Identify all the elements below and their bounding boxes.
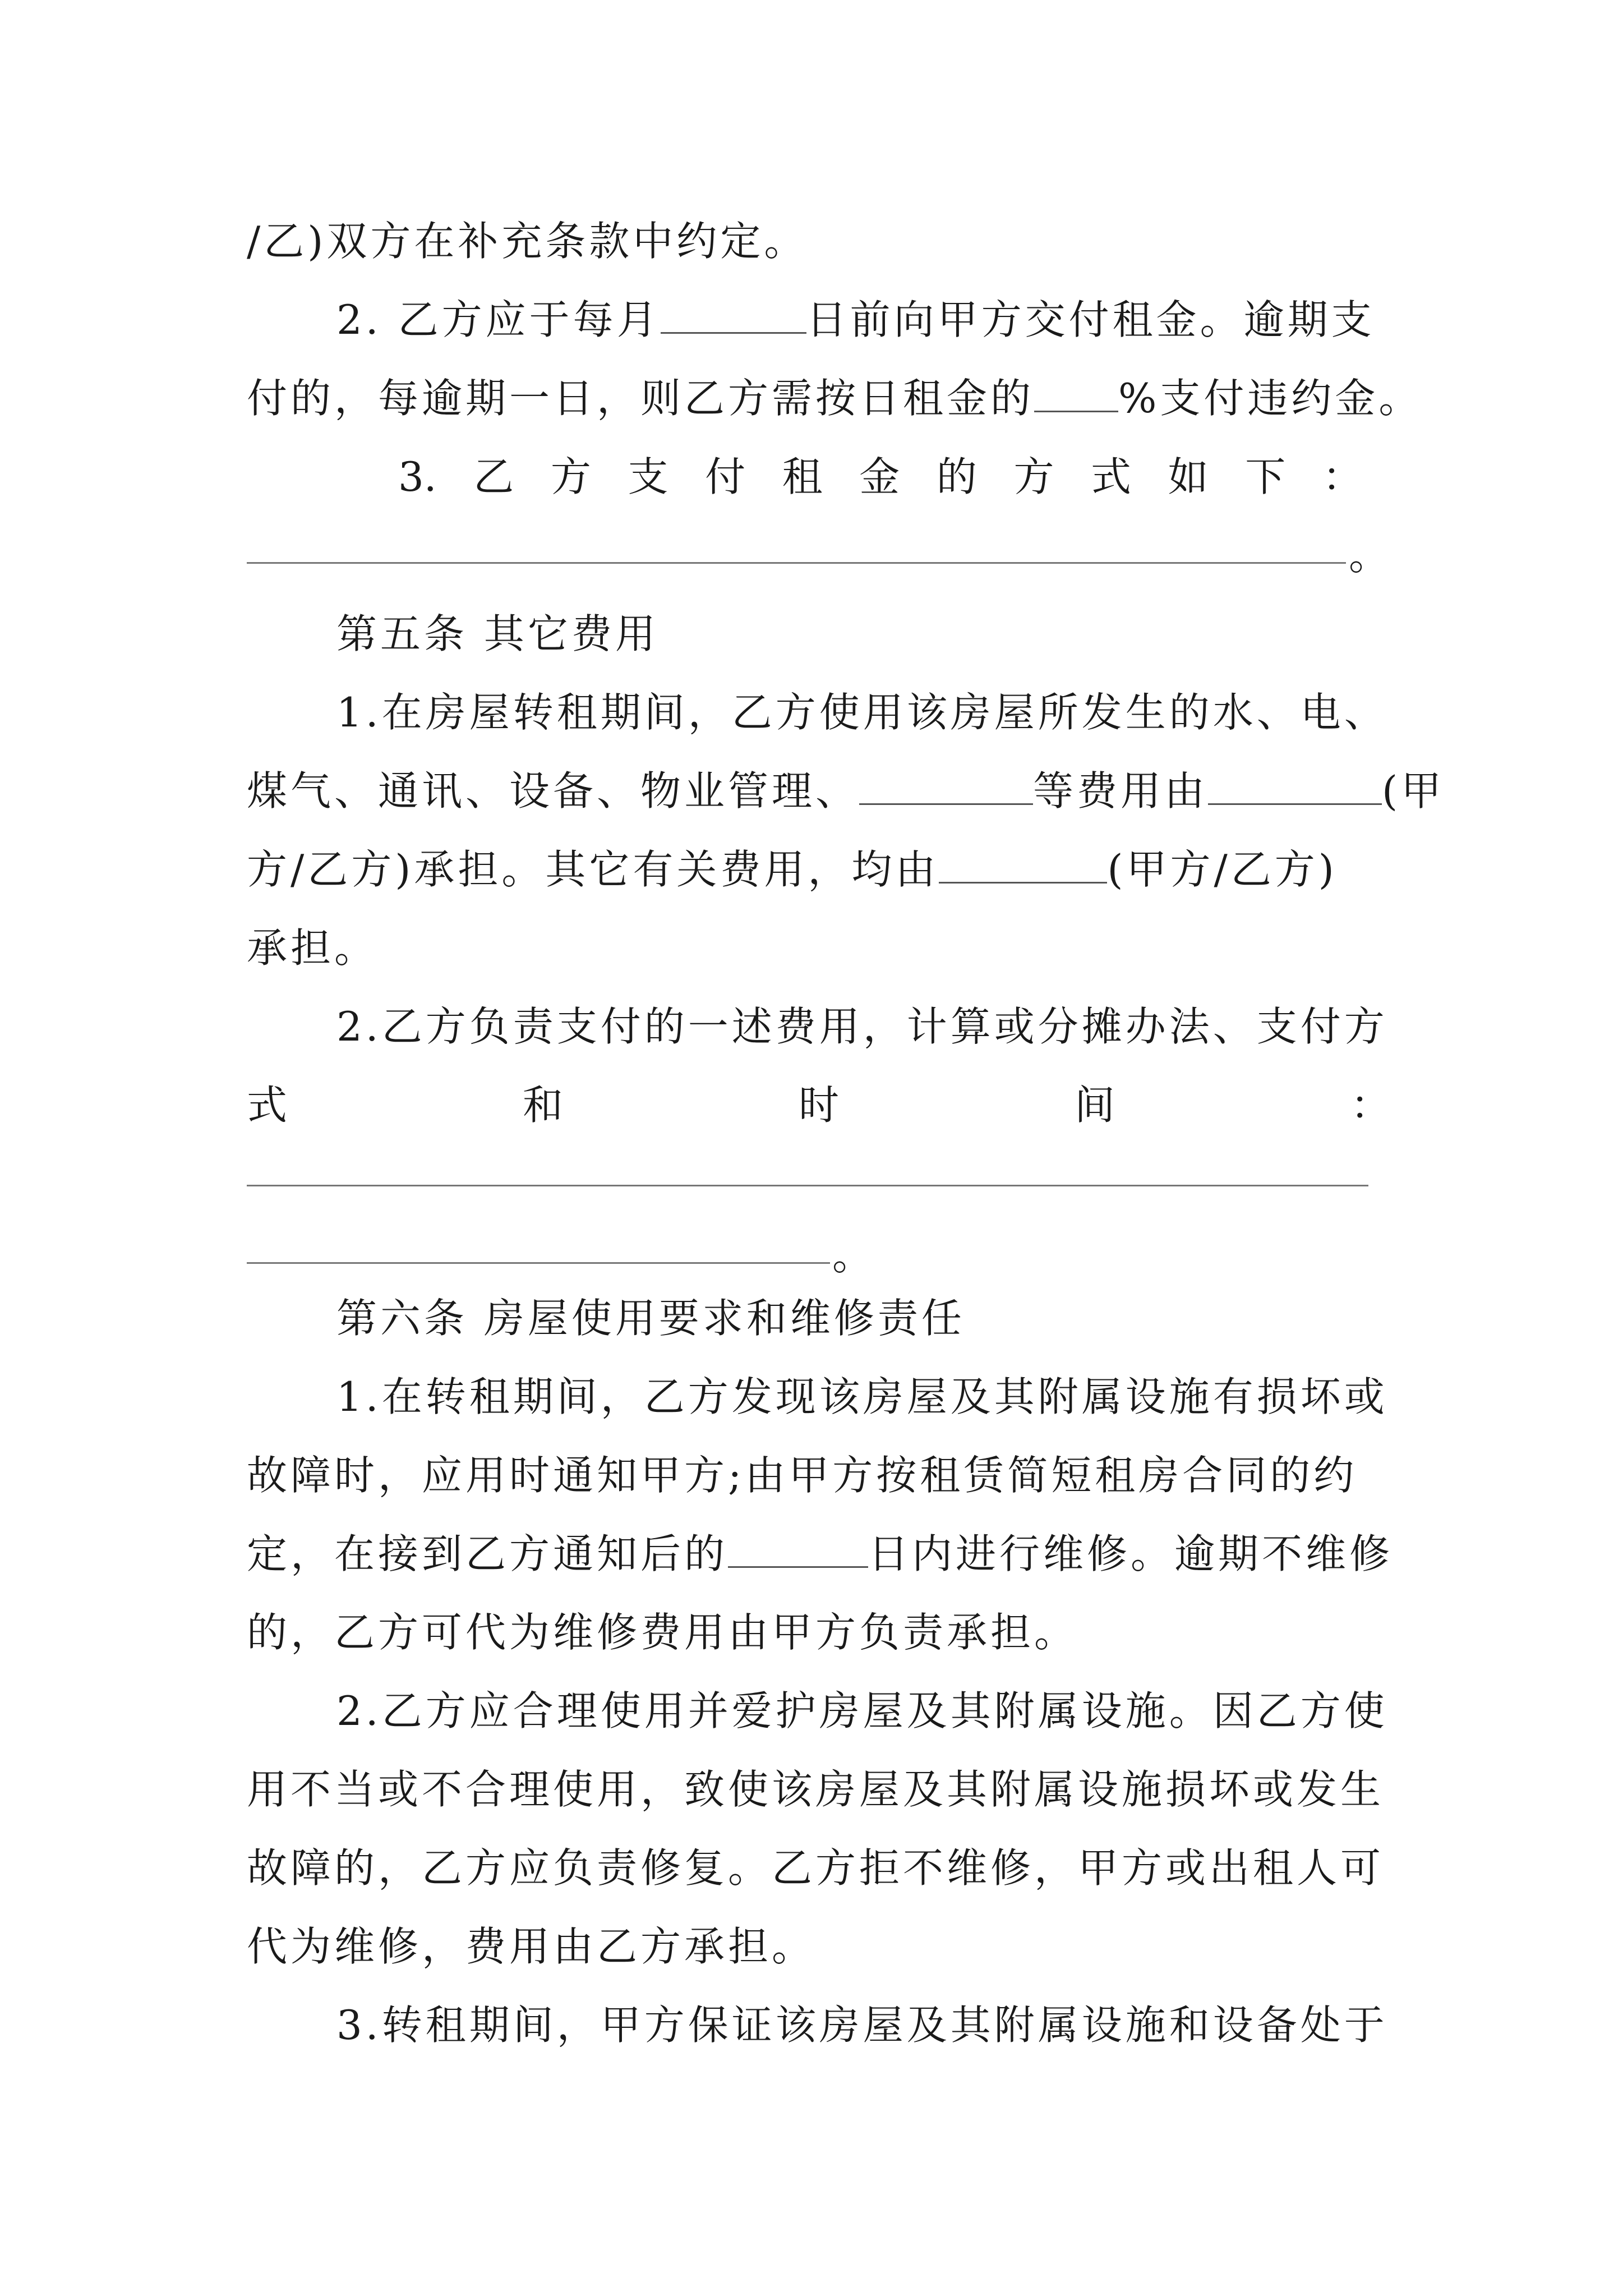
text-line: 故障时，应用时通知甲方;由甲方按租赁简短租房合同的约 [247,1452,1358,1499]
text-line: 2.乙方负责支付的一述费用，计算或分摊办法、支付方 [336,1003,1388,1050]
text-line: 2. 乙方应于每月 日前向甲方交付租金。逾期支 [336,292,1391,348]
text-line-justified: 3. 乙 方 支 付 租 金 的 方 式 如 下 ： [398,453,1363,500]
text-line: 2.乙方应合理使用并爱护房屋及其附属设施。因乙方使 [336,1687,1388,1734]
fill-blank-line [247,1262,830,1264]
section-heading: 第五条 其它费用 [336,610,659,657]
text-line: /乙)双方在补充条款中约定。 [247,218,808,265]
text-line: 1.在转租期间，乙方发现该房屋及其附属设施有损坏或 [336,1373,1388,1420]
fill-blank [728,1527,868,1568]
text-line: 煤气、通讯、设备、物业管理、 等费用由 (甲 [247,763,1391,819]
fill-blank-line [247,1185,1368,1186]
text-line: 承担。 [247,924,379,972]
section-heading: 第六条 房屋使用要求和维修责任 [336,1295,965,1342]
text-line: 的，乙方可代为维修费用由甲方负责承担。 [247,1609,1078,1656]
text-period: 。 [832,1232,873,1279]
text-line: 定，在接到乙方通知后的 日内进行维修。逾期不维修 [247,1526,1391,1582]
text-line-justified: 式 和 时 间 ： [247,1082,1391,1129]
text-line: 付的，每逾期一日，则乙方需按日租金的 %支付违约金。 [247,370,1391,426]
fill-blank [1034,371,1118,412]
fill-blank [661,293,806,334]
text-line: 3.转租期间，甲方保证该房屋及其附属设施和设备处于 [336,2001,1388,2049]
text-line: 方/乙方)承担。其它有关费用，均由 (甲方/乙方) [247,841,1391,898]
fill-blank-line [247,562,1346,564]
text-line: 1.在房屋转租期间，乙方使用该房屋所发生的水、电、 [336,689,1388,736]
text-period: 。 [1349,532,1390,579]
text-line: 故障的，乙方应负责修复。乙方拒不维修，甲方或出租人可 [247,1844,1385,1892]
text-line: 用不当或不合理使用，致使该房屋及其附属设施损坏或发生 [247,1766,1385,1813]
text-line: 代为维修，费用由乙方承担。 [247,1923,816,1970]
fill-blank [939,843,1107,884]
fill-blank [1208,764,1382,805]
fill-blank [859,764,1033,805]
